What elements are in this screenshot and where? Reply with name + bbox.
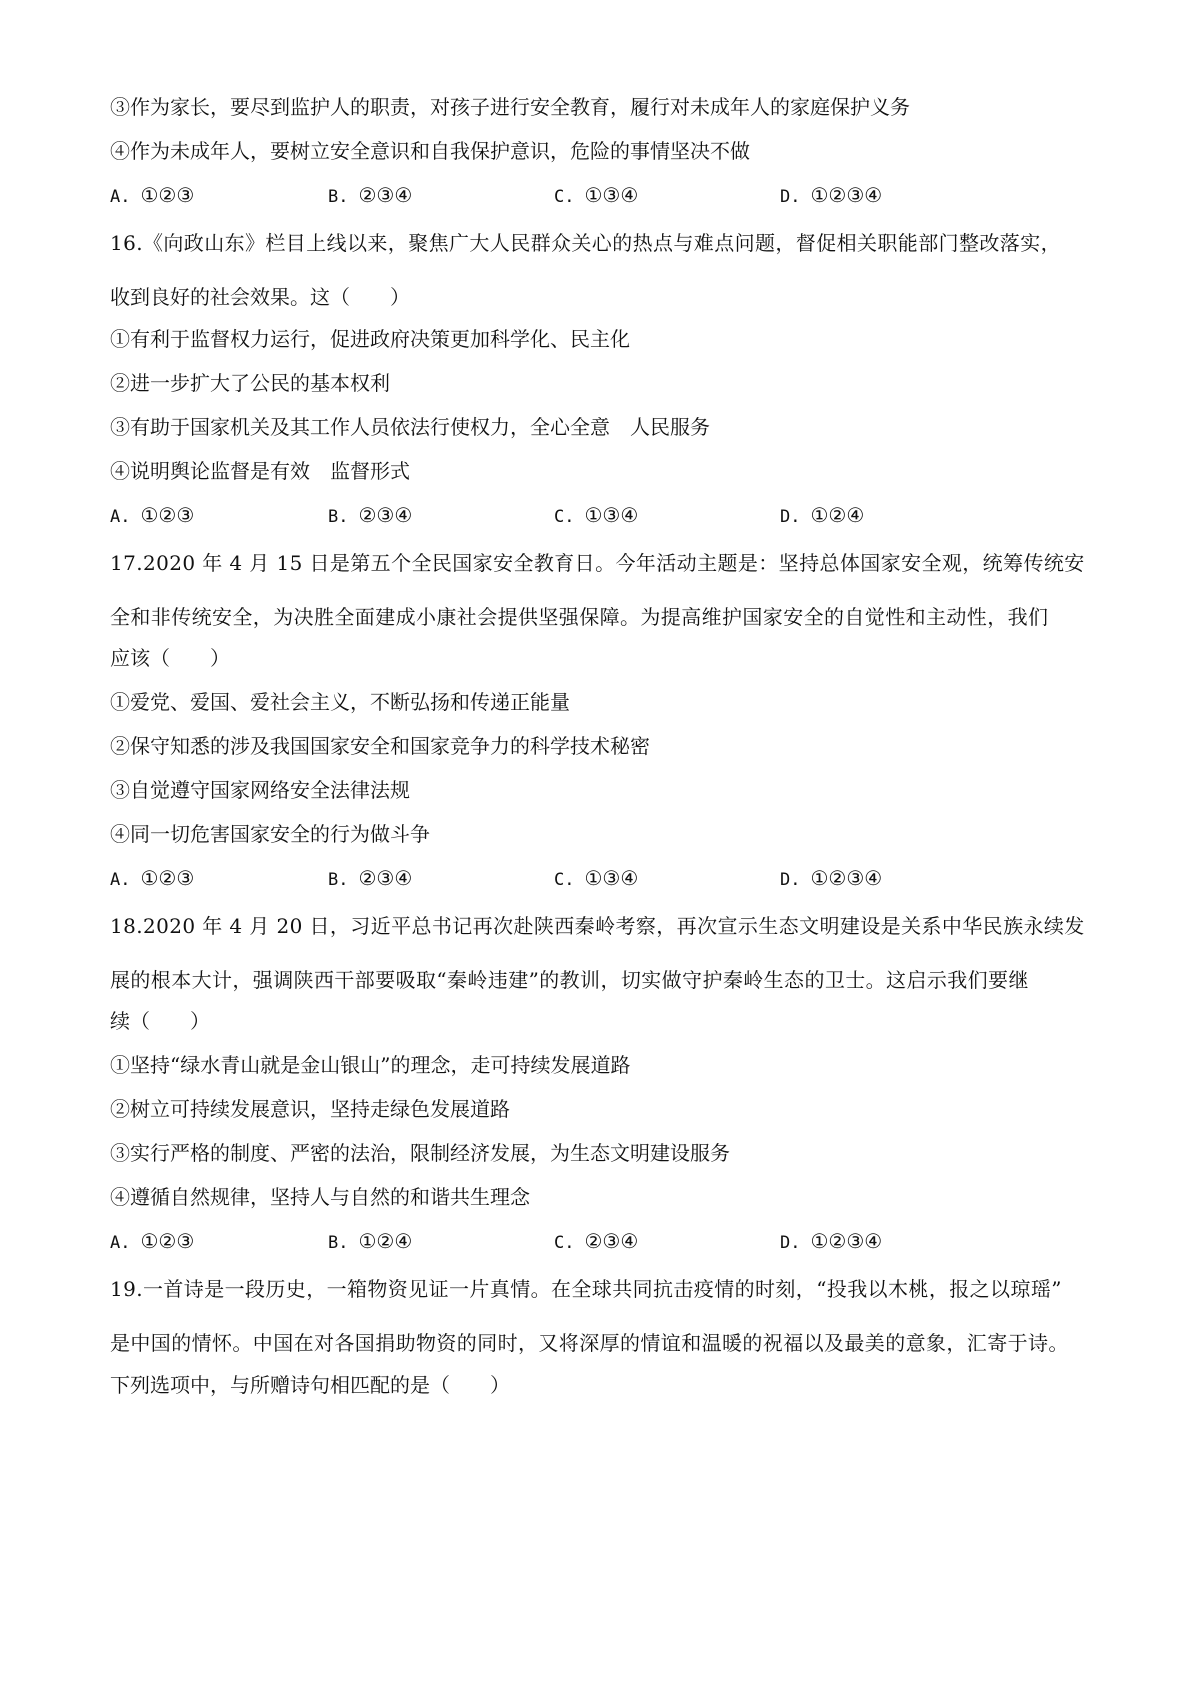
option-d: D. ①②③④: [780, 183, 883, 207]
q19-stem-line-3: 下列选项中，与所赠诗句相匹配的是（ ）: [110, 1373, 510, 1397]
q16-stem-line-2: 收到良好的社会效果。这（ ）: [110, 285, 410, 309]
q17-stem-line-3: 应该（ ）: [110, 646, 230, 670]
q17-stem-line-1: 17.2020 年 4 月 15 日是第五个全民国家安全教育日。今年活动主题是：坚持总体国家安全观，统筹传统安: [110, 551, 1085, 575]
option-c: C. ①③④: [554, 503, 639, 527]
option-d: D. ①②④: [780, 503, 865, 527]
q17-statement-1: ①爱党、爱国、爱社会主义，不断弘扬和传递正能量: [110, 690, 570, 714]
q19-stem-line-2: 是中国的情怀。中国在对各国捐助物资的同时，又将深厚的情谊和温暖的祝福以及最美的意象，汇寄于诗。: [110, 1331, 1069, 1355]
option-c: C. ①③④: [554, 866, 639, 890]
q17-statement-2: ②保守知悉的涉及我国国家安全和国家竞争力的科学技术秘密: [110, 734, 650, 758]
q16-stem-line-1: 16.《向政山东》栏目上线以来，聚焦广大人民群众关心的热点与难点问题，督促相关职能部门整改落实，: [110, 231, 1062, 255]
q18-statement-3: ③实行严格的制度、严密的法治，限制经济发展，为生态文明建设服务: [110, 1141, 730, 1165]
q18-stem-line-3: 续（ ）: [110, 1009, 210, 1033]
q18-stem-line-1: 18.2020 年 4 月 20 日，习近平总书记再次赴陕西秦岭考察，再次宣示生态文明建设是关系中华民族永续发: [110, 914, 1085, 938]
option-c: C. ①③④: [554, 183, 639, 207]
option-d: D. ①②③④: [780, 866, 883, 890]
option-d: D. ①②③④: [780, 1229, 883, 1253]
option-a: A. ①②③: [110, 183, 195, 207]
q18-statement-1: ①坚持“绿水青山就是金山银山”的理念，走可持续发展道路: [110, 1053, 631, 1077]
option-a: A. ①②③: [110, 1229, 195, 1253]
option-a: A. ①②③: [110, 503, 195, 527]
option-b: B. ②③④: [328, 183, 413, 207]
q16-statement-1: ①有利于监督权力运行，促进政府决策更加科学化、民主化: [110, 327, 630, 351]
q17-statement-3: ③自觉遵守国家网络安全法律法规: [110, 778, 410, 802]
q16-statement-3: ③有助于国家机关及其工作人员依法行使权力，全心全意 人民服务: [110, 415, 710, 439]
q18-statement-4: ④遵循自然规律，坚持人与自然的和谐共生理念: [110, 1185, 530, 1209]
q15-statement-4: ④作为未成年人，要树立安全意识和自我保护意识，危险的事情坚决不做: [110, 139, 750, 163]
q17-statement-4: ④同一切危害国家安全的行为做斗争: [110, 822, 430, 846]
option-b: B. ①②④: [328, 1229, 413, 1253]
option-b: B. ②③④: [328, 503, 413, 527]
q15-statement-3: ③作为家长，要尽到监护人的职责，对孩子进行安全教育，履行对未成年人的家庭保护义务: [110, 95, 910, 119]
q18-statement-2: ②树立可持续发展意识，坚持走绿色发展道路: [110, 1097, 510, 1121]
q18-stem-line-2: 展的根本大计，强调陕西干部要吸取“秦岭违建”的教训，切实做守护秦岭生态的卫士。这启示我们要继: [110, 968, 1029, 992]
q17-stem-line-2: 全和非传统安全，为决胜全面建成小康社会提供坚强保障。为提高维护国家安全的自觉性和主动性，我们: [110, 605, 1049, 629]
q19-stem-line-1: 19.一首诗是一段历史，一箱物资见证一片真情。在全球共同抗击疫情的时刻，“投我以木桃，报之以琼瑶”: [110, 1277, 1062, 1301]
option-b: B. ②③④: [328, 866, 413, 890]
option-a: A. ①②③: [110, 866, 195, 890]
option-c: C. ②③④: [554, 1229, 639, 1253]
q16-statement-4: ④说明舆论监督是有效 监督形式: [110, 459, 410, 483]
q16-statement-2: ②进一步扩大了公民的基本权利: [110, 371, 390, 395]
